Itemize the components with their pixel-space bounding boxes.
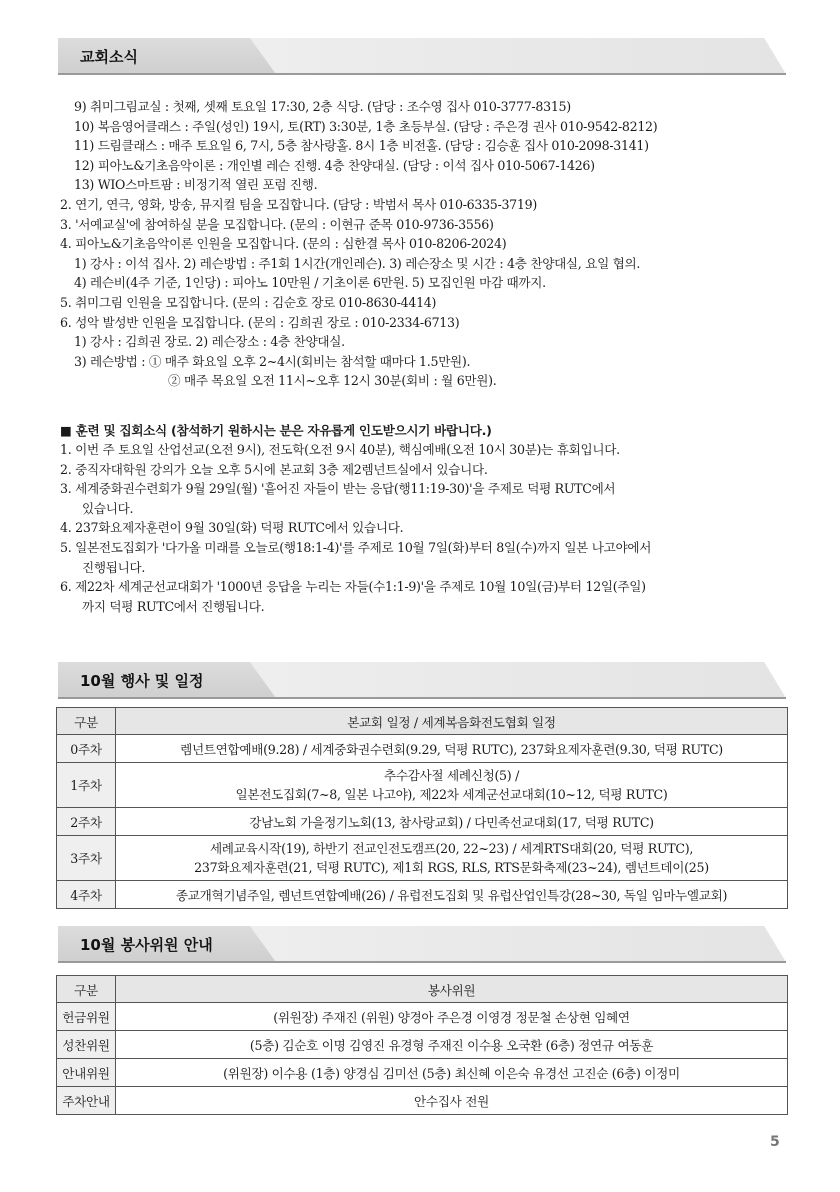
news-section-title: 교회소식: [80, 48, 138, 66]
news-item: 11) 드림클래스 : 매주 토요일 6, 7시, 5층 참사랑홀. 8시 1층 비전홀. (담당 : 김승훈 집사 010-2098-3141): [74, 138, 649, 154]
volunteer-names: (위원장) 이수용 (1층) 양경심 김미선 (5층) 최신혜 이은숙 유경선 고진순 (6층) 이정미: [116, 1059, 788, 1087]
table-header-row: [57, 708, 788, 735]
column-header: 구분: [57, 708, 116, 735]
page-number: 5: [770, 1134, 780, 1150]
table-row: [57, 808, 788, 836]
week-label: 3주차: [57, 836, 116, 881]
schedule-line: 237화요제자훈련(21, 덕평 RUTC), 제1회 RGS, RLS, RTS문화축제(23~24), 렘넌트데이(25): [194, 860, 709, 875]
schedule-line: 일본전도집회(7~8, 일본 나고야), 제22차 세계군선교대회(10~12, 덕평 RUTC): [235, 787, 668, 802]
section-divider: [58, 73, 786, 75]
training-item: 1. 이번 주 토요일 산업선교(오전 9시), 전도학(오전 9시 40분), 핵심예배(오전 10시 30분)는 휴회입니다.: [60, 442, 620, 457]
table-row: [57, 836, 788, 881]
volunteers-table: [56, 975, 788, 1115]
role-label: 헌금위원: [57, 1003, 116, 1031]
volunteer-names: 안수집사 전원: [116, 1087, 788, 1115]
schedule-line: 종교개혁기념주일, 렘넌트연합예배(26) / 유럽전도집회 및 유럽산업인특강(28~30, 독일 임마누엘교회): [175, 888, 728, 903]
volunteers-section-title: 10월 봉사위원 안내: [80, 936, 213, 954]
schedule-cell: [116, 881, 788, 909]
training-item: 2. 중직자대학원 강의가 오늘 오후 5시에 본교회 3층 제2렘넌트실에서 있습니다.: [60, 461, 488, 477]
training-item: 5. 일본전도집회가 '다가올 미래를 오늘로(행18:1-4)'를 주제로 10월 7일(화)부터 8일(수)까지 일본 나고야에서: [60, 539, 652, 555]
schedule-line: 렘넌트연합예배(9.28) / 세계중화권수련회(9.29, 덕평 RUTC), 237화요제자훈련(9.30, 덕평 RUTC): [180, 742, 723, 757]
schedule-cell: [116, 763, 788, 808]
volunteer-names: (위원장) 주재진 (위원) 양경아 주은경 이영경 정문철 손상현 임혜연: [116, 1003, 788, 1031]
table-row: [57, 881, 788, 909]
training-list: [60, 440, 800, 616]
news-item: 3. '서예교실'에 참여하실 분을 모집합니다. (문의 : 이현규 준목 010-9736-3556): [60, 216, 494, 232]
news-item: 1) 강사 : 이석 집사. 2) 레슨방법 : 주1회 1시간(개인레슨). 3) 레슨장소 및 시간 : 4층 찬양대실, 요일 협의.: [74, 255, 641, 271]
table-row: [57, 1003, 788, 1031]
table-row: [57, 763, 788, 808]
news-list: [60, 97, 800, 391]
news-section-header: [58, 38, 786, 74]
events-section-header: [58, 662, 786, 698]
week-label: 0주차: [57, 735, 116, 763]
role-label: 성찬위원: [57, 1031, 116, 1059]
schedule-line: 세례교육시작(19), 하반기 전교인전도캠프(20, 22~23) / 세계RTS대회(20, 덕평 RUTC),: [209, 841, 694, 856]
news-item: 13) WIO스마트팜 : 비정기적 열린 포럼 진행.: [74, 177, 318, 193]
news-item: 5. 취미그림 인원을 모집합니다. (문의 : 김순호 장로 010-8630-4414): [60, 294, 437, 310]
table-row: [57, 1031, 788, 1059]
week-label: 2주차: [57, 808, 116, 836]
schedule-line: 강남노회 가을정기노회(13, 참사랑교회) / 다민족선교대회(17, 덕평 RUTC): [249, 815, 654, 830]
table-row: [57, 1059, 788, 1087]
schedule-cell: [116, 808, 788, 836]
news-item: 6. 성악 발성반 인원을 모집합니다. (문의 : 김희권 장로 : 010-2334-6713): [60, 314, 460, 330]
training-heading: ■ 훈련 및 집회소식 (참석하기 원하시는 분은 자유롭게 인도받으시기 바랍니다.): [60, 423, 492, 438]
schedule-cell: [116, 735, 788, 763]
news-item: 3) 레슨방법 : ① 매주 화요일 오후 2~4시(회비는 참석할 때마다 1.5만원).: [74, 353, 471, 369]
section-divider: [58, 697, 786, 699]
schedule-line: 추수감사절 세례신청(5) /: [383, 768, 520, 783]
volunteers-section-header: [58, 926, 786, 962]
role-label: 안내위원: [57, 1059, 116, 1087]
column-header: 구분: [57, 976, 116, 1003]
training-item: 4. 237화요제자훈련이 9월 30일(화) 덕평 RUTC에서 있습니다.: [60, 520, 404, 536]
volunteer-names: (5층) 김순호 이명 김영진 유경형 주재진 이수용 오국환 (6층) 정연규 여동훈: [116, 1031, 788, 1059]
section-divider: [58, 961, 786, 963]
table-row: [57, 735, 788, 763]
news-item: 4. 피아노&기초음악이론 인원을 모집합니다. (문의 : 심한결 목사 010-8206-2024): [60, 236, 507, 252]
news-item: 9) 취미그림교실 : 첫째, 셋째 토요일 17:30, 2층 식당. (담당 : 조수영 집사 010-3777-8315): [74, 99, 571, 114]
news-item: 1) 강사 : 김희권 장로. 2) 레슨장소 : 4층 찬양대실.: [74, 334, 345, 350]
news-item: ② 매주 목요일 오전 11시~오후 12시 30분(회비 : 월 6만원).: [168, 373, 497, 389]
news-item: 4) 레슨비(4주 기준, 1인당) : 피아노 10만원 / 기초이론 6만원. 5) 모집인원 마감 때까지.: [74, 275, 546, 291]
news-item: 12) 피아노&기초음악이론 : 개인별 레슨 진행. 4층 찬양대실. (담당 : 이석 집사 010-5067-1426): [74, 157, 595, 173]
training-item: 6. 제22차 세계군선교대회가 '1000년 응답을 누리는 자들(수1:1-9)'을 주제로 10월 10일(금)부터 12일(주일): [60, 579, 646, 595]
table-row: [57, 1087, 788, 1115]
schedule-cell: [116, 836, 788, 881]
week-label: 4주차: [57, 881, 116, 909]
column-header: 봉사위원: [116, 976, 788, 1003]
training-item: 까지 덕평 RUTC에서 진행됩니다.: [82, 598, 265, 614]
week-label: 1주차: [57, 763, 116, 808]
training-item: 진행됩니다.: [82, 559, 146, 575]
news-item: 2. 연기, 연극, 영화, 방송, 뮤지컬 팀을 모집합니다. (담당 : 박범서 목사 010-6335-3719): [60, 196, 537, 212]
events-table: [56, 707, 788, 909]
news-item: 10) 복음영어클래스 : 주일(성인) 19시, 토(RT) 3:30분, 1층 초등부실. (담당 : 주은경 권사 010-9542-8212): [74, 118, 658, 134]
table-header-row: [57, 976, 788, 1003]
column-header: 본교회 일정 / 세계복음화전도협회 일정: [116, 708, 788, 735]
training-item: 3. 세계중화권수련회가 9월 29일(월) '흩어진 자들이 받는 응답(행11:19-30)'을 주제로 덕평 RUTC에서: [60, 481, 616, 497]
role-label: 주차안내: [57, 1087, 116, 1115]
training-item: 있습니다.: [82, 500, 134, 516]
events-section-title: 10월 행사 및 일정: [80, 672, 204, 690]
